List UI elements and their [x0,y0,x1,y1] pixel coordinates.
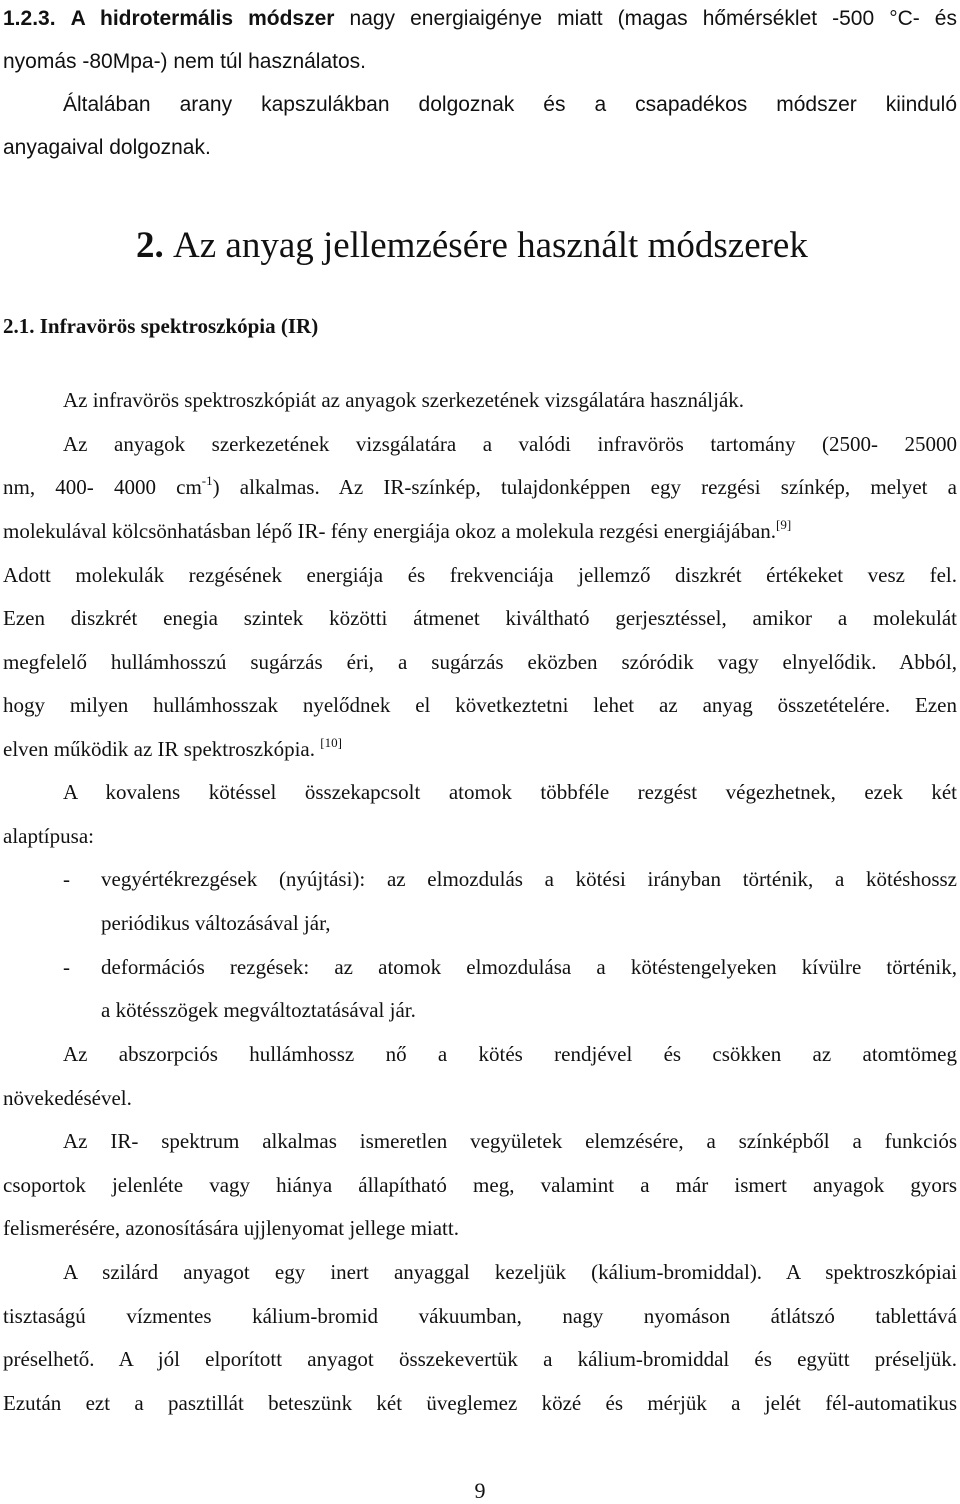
list-item-1-dash: - [63,867,70,891]
section-123-line1-text: nagy energiaigénye miatt (magas hőmérséklet -500 °C- és [349,7,957,30]
p1-line8-text: elven működik az IR spektroszkópia. [3,737,316,761]
p1-line5: Ezen diszkrét enegia szintek közötti átmenet kiváltható gerjesztéssel, amikor a molekulát [3,606,957,630]
list-item-2-line1: deformációs rezgések: az atomok elmozdulása a kötéstengelyeken kívülre történik, [101,955,957,979]
chapter-title-text: Az anyag jellemzésére használt módszerek [173,225,808,266]
p1-line1: Az anyagok szerkezetének vizsgálatára a valódi infravörös tartomány (2500- 25000 [63,432,957,456]
p5-line3: préselhető. A jól elporított anyagot összekevertük a kálium-bromiddal és együtt préseljük. [3,1347,957,1371]
section-123-line1 [3,6,957,32]
section-123-line2: nyomás -80Mpa-) nem túl használatos. [3,50,366,73]
p1-line3-text: molekulával kölcsönhatásban lépő IR- fény energiája okoz a molekula rezgési energiájában. [3,519,777,543]
p1-line8 [3,736,957,762]
section-21-intro: Az infravörös spektroszkópiát az anyagok szerkezetének vizsgálatára használják. [63,388,745,412]
p2-line2: alaptípusa: [3,824,94,848]
p1-line2-b: ) alkalmas. [212,475,320,499]
p1-line2-sup: -1 [201,473,213,488]
p4-line2: csoportok jelenléte vagy hiánya állapítható meg, valamint a már ismert anyagok gyors [3,1173,957,1197]
section-21-heading: 2.1. Infravörös spektroszkópia (IR) [3,314,319,338]
chapter-number: 2. [136,225,164,266]
list-item-1-line1: vegyértékrezgések (nyújtási): az elmozdulás a kötési irányban történik, a kötéshossz [101,867,957,891]
p1-line3 [3,518,957,544]
p4-line3: felismerésére, azonosítására ujjlenyomat jellege miatt. [3,1216,459,1240]
p1-line2-a: nm, 400- 4000 cm [3,475,202,499]
chapter-title [136,224,808,268]
p5-line1: A szilárd anyagot egy inert anyaggal kezeljük (kálium-bromiddal). A spektroszkópiai [63,1260,957,1284]
p2-line1: A kovalens kötéssel összekapcsolt atomok többféle rezgést végezhetnek, ezek két [63,780,957,804]
list-item-2-dash: - [63,955,70,979]
p1-line7: hogy milyen hullámhosszak nyelődnek el következtetni lehet az anyag összetételére. Ezen [3,693,957,717]
section-123-line3: Általában arany kapszulákban dolgoznak és a csapadékos módszer kiinduló [63,93,957,116]
section-123-line4: anyagaival dolgoznak. [3,136,211,159]
p3-line2: növekedésével. [3,1086,132,1110]
p1-line4: Adott molekulák rezgésének energiája és frekvenciája jellemző diszkrét értékeket vesz fel. [3,563,957,587]
p3-line1: Az abszorpciós hullámhossz nő a kötés rendjével és csökken az atomtömeg [63,1042,957,1066]
section-123-number: 1.2.3. [3,7,56,30]
citation-9: [9] [776,517,792,532]
p1-line6: megfelelő hullámhosszú sugárzás éri, a sugárzás eközben szóródik vagy elnyelődik. Abból, [3,650,957,674]
citation-10: [10] [320,735,342,750]
p5-line2: tisztaságú vízmentes kálium-bromid vákuumban, nagy nyomáson átlátszó tablettává [3,1304,957,1328]
page-number: 9 [474,1478,486,1503]
p1-line2-c: Az IR-színkép, tulajdonképpen egy rezgési színkép, melyet a [338,475,958,499]
section-123-heading: A hidrotermális módszer [70,7,335,30]
p5-line4: Ezután ezt a pasztillát beteszünk két üveglemez közé és mérjük a jelét fél-automatikus [3,1391,957,1415]
list-item-2-line2: a kötésszögek megváltoztatásával jár. [101,998,416,1022]
p4-line1: Az IR- spektrum alkalmas ismeretlen vegyületek elemzésére, a színképből a funkciós [63,1129,957,1153]
list-item-1-line2: periódikus változásával jár, [101,911,331,935]
p1-line2 [3,474,957,500]
